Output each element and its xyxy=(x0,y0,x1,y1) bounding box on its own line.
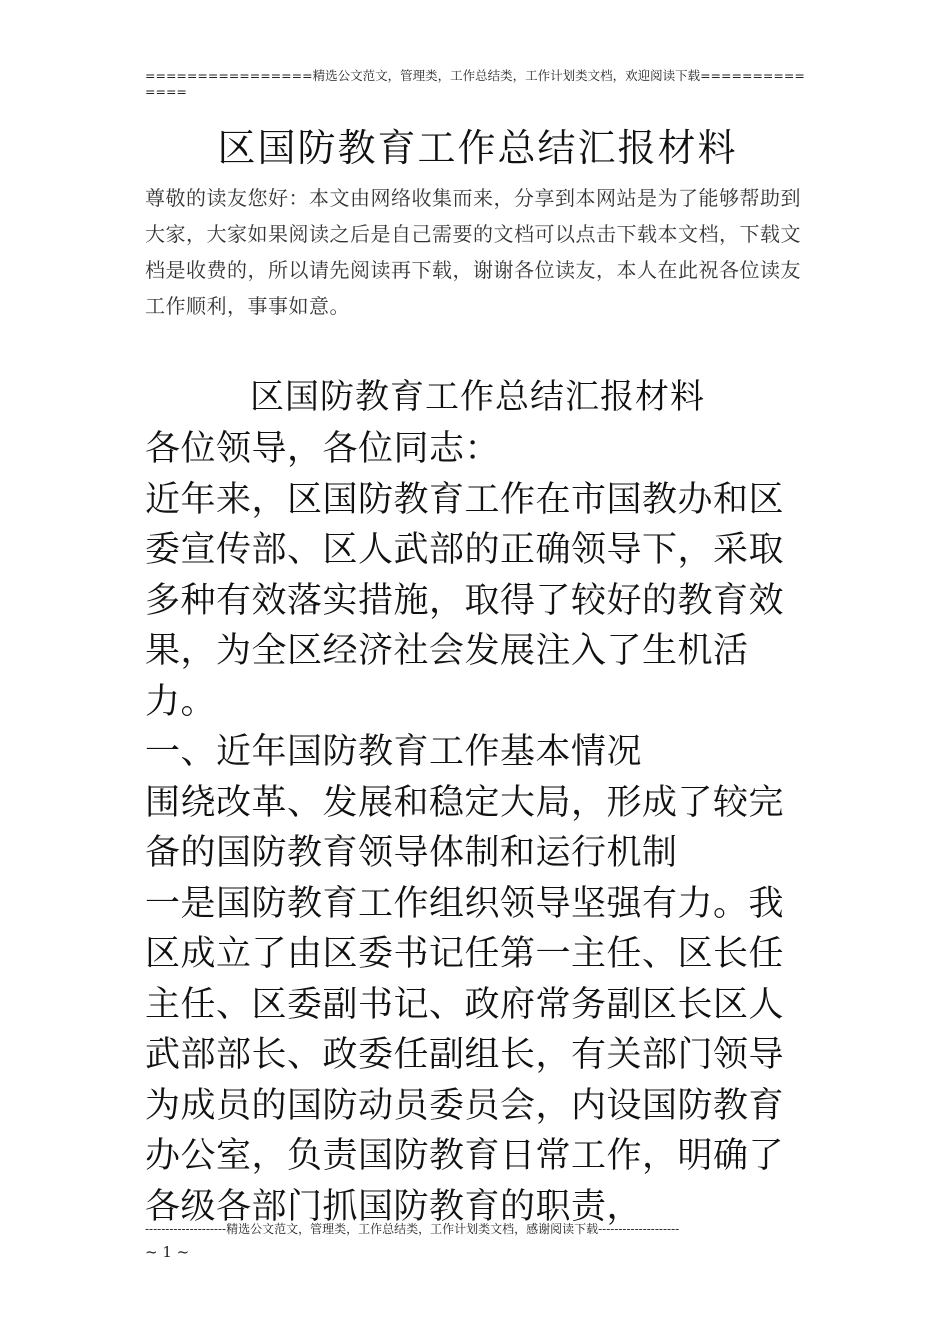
section-heading-1: 一、近年国防教育工作基本情况 xyxy=(145,732,643,772)
page-footer-banner: --------------------精选公文范文，管理类，工作总结类，工作计划类文档，感谢阅读下载-------------------- xyxy=(145,1222,680,1236)
document-title: 区国防教育工作总结汇报材料 xyxy=(217,126,738,170)
subheading-paragraph: 围绕改革、发展和稳定大局，形成了较完备的国防教育领导体制和运行机制 xyxy=(145,782,785,873)
page-number: ~ 1 ~ xyxy=(145,1243,190,1261)
download-notice: 尊敬的读友您好：本文由网络收集而来，分享到本网站是为了能够帮助到大家，大家如果阅读之后是自己需要的文档可以点击下载本文档，下载文档是收费的，所以请先阅读再下载，谢谢各位读友，本人在此祝各位读友工作顺利，事事如意。 xyxy=(145,186,801,318)
page-header-banner: ================精选公文范文，管理类，工作总结类，工作计划类文档，欢迎阅读下载============== xyxy=(145,68,805,99)
section-title: 区国防教育工作总结汇报材料 xyxy=(250,377,705,417)
document-body xyxy=(145,424,815,1232)
body-paragraph: 一是国防教育工作组织领导坚强有力。我区成立了由区委书记任第一主任、区长任主任、区委副书记、政府常务副区长区人武部部长、政委任副组长，有关部门领导为成员的国防动员委员会，内设国防教育办公室，负责国防教育日常工作，明确了各级各部门抓国防教育的职责， xyxy=(145,883,785,1227)
intro-paragraph: 近年来，区国防教育工作在市国教办和区委宣传部、区人武部的正确领导下，采取多种有效落实措施，取得了较好的教育效果，为全区经济社会发展注入了生机活力。 xyxy=(145,479,785,722)
salutation-paragraph: 各位领导，各位同志： xyxy=(145,429,501,469)
